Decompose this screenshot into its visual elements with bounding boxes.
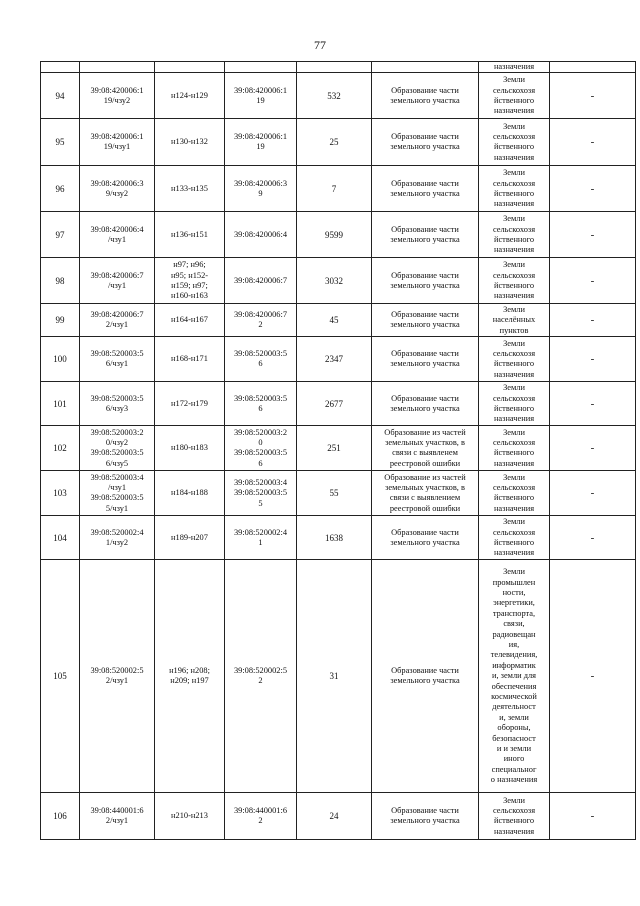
cell-num: 100 <box>41 337 80 382</box>
cell-part-number: 39:08:420006:3 9/чзу2 <box>80 166 155 212</box>
cell-part-number: 39:08:520003:5 6/чзу1 <box>80 337 155 382</box>
cell-purpose: Образование из частей земельных участков, в связи с выявлением реестровой ошибки <box>372 471 479 516</box>
cell-area <box>297 62 372 73</box>
page-number: 77 <box>314 38 326 52</box>
cell-purpose: Образование части земельного участка <box>372 166 479 212</box>
table-row <box>41 516 636 560</box>
land-parts-table <box>40 61 636 840</box>
cell-parcel: 39:08:520003:5 6 <box>225 337 297 382</box>
cell-area: 31 <box>297 560 372 793</box>
table-row <box>41 337 636 382</box>
cell-area: 1638 <box>297 516 372 560</box>
cell-num <box>41 62 80 73</box>
cell-part-number: 39:08:420006:7 /чзу1 <box>80 258 155 304</box>
cell-num: 103 <box>41 471 80 516</box>
cell-parcel: 39:08:420006:7 2 <box>225 304 297 337</box>
cell-points: н180-н183 <box>155 426 225 471</box>
cell-num: 97 <box>41 212 80 258</box>
cell-num: 96 <box>41 166 80 212</box>
cell-part-number: 39:08:520003:5 6/чзу3 <box>80 382 155 426</box>
cell-land-category: Земли сельскохозя йственного назначения <box>479 426 550 471</box>
cell-parcel: 39:08:440001:6 2 <box>225 793 297 840</box>
cell-land-category: Земли сельскохозя йственного назначения <box>479 119 550 166</box>
cell-num: 104 <box>41 516 80 560</box>
cell-land-category: Земли сельскохозя йственного назначения <box>479 212 550 258</box>
cell-parcel: 39:08:520003:2 0 39:08:520003:5 6 <box>225 426 297 471</box>
cell-encumbrance: - <box>550 258 636 304</box>
cell-encumbrance: - <box>550 119 636 166</box>
cell-parcel: 39:08:420006:3 9 <box>225 166 297 212</box>
table-row <box>41 119 636 166</box>
cell-purpose: Образование части земельного участка <box>372 516 479 560</box>
cell-land-category: назначения <box>479 62 550 73</box>
cell-land-category: Земли промышлен ности, энергетики, транспорта, связи, радиовещан ия, телевидения, информатик и, земли для обеспечения космической деятельност и, земли обороны, безопасност и и земли иного специальног о назначения <box>479 560 550 793</box>
cell-purpose: Образование части земельного участка <box>372 560 479 793</box>
cell-purpose: Образование части земельного участка <box>372 304 479 337</box>
cell-part-number: 39:08:520002:5 2/чзу1 <box>80 560 155 793</box>
cell-land-category: Земли сельскохозя йственного назначения <box>479 516 550 560</box>
table-row-continuation <box>41 62 636 73</box>
cell-area: 45 <box>297 304 372 337</box>
table-row <box>41 73 636 119</box>
cell-land-category: Земли сельскохозя йственного назначения <box>479 793 550 840</box>
cell-land-category: Земли сельскохозя йственного назначения <box>479 258 550 304</box>
table-row <box>41 426 636 471</box>
cell-num: 95 <box>41 119 80 166</box>
cell-parcel: 39:08:520002:5 2 <box>225 560 297 793</box>
cell-land-category: Земли сельскохозя йственного назначения <box>479 73 550 119</box>
cell-land-category: Земли сельскохозя йственного назначения <box>479 166 550 212</box>
cell-purpose: Образование части земельного участка <box>372 793 479 840</box>
cell-land-category: Земли сельскохозя йственного назначения <box>479 382 550 426</box>
cell-land-category: Земли сельскохозя йственного назначения <box>479 471 550 516</box>
cell-purpose: Образование из частей земельных участков, в связи с выявленем реестровой ошибки <box>372 426 479 471</box>
cell-parcel: 39:08:420006:7 <box>225 258 297 304</box>
cell-points: н189-н207 <box>155 516 225 560</box>
table-row <box>41 471 636 516</box>
table-row <box>41 258 636 304</box>
cell-area: 3032 <box>297 258 372 304</box>
cell-points: н172-н179 <box>155 382 225 426</box>
cell-land-category: Земли населённых пунктов <box>479 304 550 337</box>
cell-part-number: 39:08:420006:4 /чзу1 <box>80 212 155 258</box>
table-row <box>41 166 636 212</box>
table-row <box>41 560 636 793</box>
cell-parcel: 39:08:420006:1 19 <box>225 119 297 166</box>
cell-part-number: 39:08:520002:4 1/чзу2 <box>80 516 155 560</box>
cell-encumbrance: - <box>550 516 636 560</box>
cell-purpose: Образование части земельного участка <box>372 119 479 166</box>
cell-purpose: Образование части земельного участка <box>372 258 479 304</box>
cell-points: н184-н188 <box>155 471 225 516</box>
table-row <box>41 212 636 258</box>
cell-purpose: Образование части земельного участка <box>372 337 479 382</box>
cell-encumbrance: - <box>550 793 636 840</box>
cell-purpose: Образование части земельного участка <box>372 73 479 119</box>
cell-points: н130-н132 <box>155 119 225 166</box>
cell-encumbrance: - <box>550 382 636 426</box>
cell-area: 532 <box>297 73 372 119</box>
cell-parcel <box>225 62 297 73</box>
table-row <box>41 382 636 426</box>
cell-encumbrance <box>550 62 636 73</box>
cell-area: 2347 <box>297 337 372 382</box>
cell-encumbrance: - <box>550 337 636 382</box>
cell-points: н124-н129 <box>155 73 225 119</box>
cell-points: н196; н208; н209; н197 <box>155 560 225 793</box>
cell-land-category: Земли сельскохозя йственного назначения <box>479 337 550 382</box>
cell-part-number: 39:08:420006:7 2/чзу1 <box>80 304 155 337</box>
cell-purpose: Образование части земельного участка <box>372 212 479 258</box>
cell-parcel: 39:08:520002:4 1 <box>225 516 297 560</box>
cell-encumbrance: - <box>550 426 636 471</box>
cell-area: 2677 <box>297 382 372 426</box>
cell-area: 7 <box>297 166 372 212</box>
cell-area: 9599 <box>297 212 372 258</box>
cell-points: н136-н151 <box>155 212 225 258</box>
cell-points: н164-н167 <box>155 304 225 337</box>
cell-area: 55 <box>297 471 372 516</box>
cell-area: 251 <box>297 426 372 471</box>
cell-area: 24 <box>297 793 372 840</box>
cell-num: 105 <box>41 560 80 793</box>
cell-points: н133-н135 <box>155 166 225 212</box>
cell-part-number: 39:08:520003:4 /чзу1 39:08:520003:5 5/чзу1 <box>80 471 155 516</box>
cell-encumbrance: - <box>550 166 636 212</box>
cell-num: 101 <box>41 382 80 426</box>
cell-num: 94 <box>41 73 80 119</box>
cell-encumbrance: - <box>550 212 636 258</box>
cell-area: 25 <box>297 119 372 166</box>
cell-parcel: 39:08:420006:4 <box>225 212 297 258</box>
cell-num: 98 <box>41 258 80 304</box>
cell-purpose: Образование части земельного участка <box>372 382 479 426</box>
cell-parcel: 39:08:520003:5 6 <box>225 382 297 426</box>
cell-num: 102 <box>41 426 80 471</box>
cell-purpose <box>372 62 479 73</box>
cell-parcel: 39:08:420006:1 19 <box>225 73 297 119</box>
cell-part-number <box>80 62 155 73</box>
cell-num: 106 <box>41 793 80 840</box>
cell-points: н210-н213 <box>155 793 225 840</box>
cell-encumbrance: - <box>550 73 636 119</box>
table-row <box>41 793 636 840</box>
cell-part-number: 39:08:420006:1 19/чзу1 <box>80 119 155 166</box>
cell-points <box>155 62 225 73</box>
cell-points: н168-н171 <box>155 337 225 382</box>
cell-parcel: 39:08:520003:4 39:08:520003:5 5 <box>225 471 297 516</box>
cell-part-number: 39:08:520003:2 0/чзу2 39:08:520003:5 6/чзу5 <box>80 426 155 471</box>
table-row <box>41 304 636 337</box>
cell-encumbrance: - <box>550 304 636 337</box>
cell-part-number: 39:08:440001:6 2/чзу1 <box>80 793 155 840</box>
cell-encumbrance: - <box>550 560 636 793</box>
cell-part-number: 39:08:420006:1 19/чзу2 <box>80 73 155 119</box>
cell-points: н97; н96; н95; н152- н159; н97; н160-н163 <box>155 258 225 304</box>
cell-encumbrance: - <box>550 471 636 516</box>
cell-num: 99 <box>41 304 80 337</box>
